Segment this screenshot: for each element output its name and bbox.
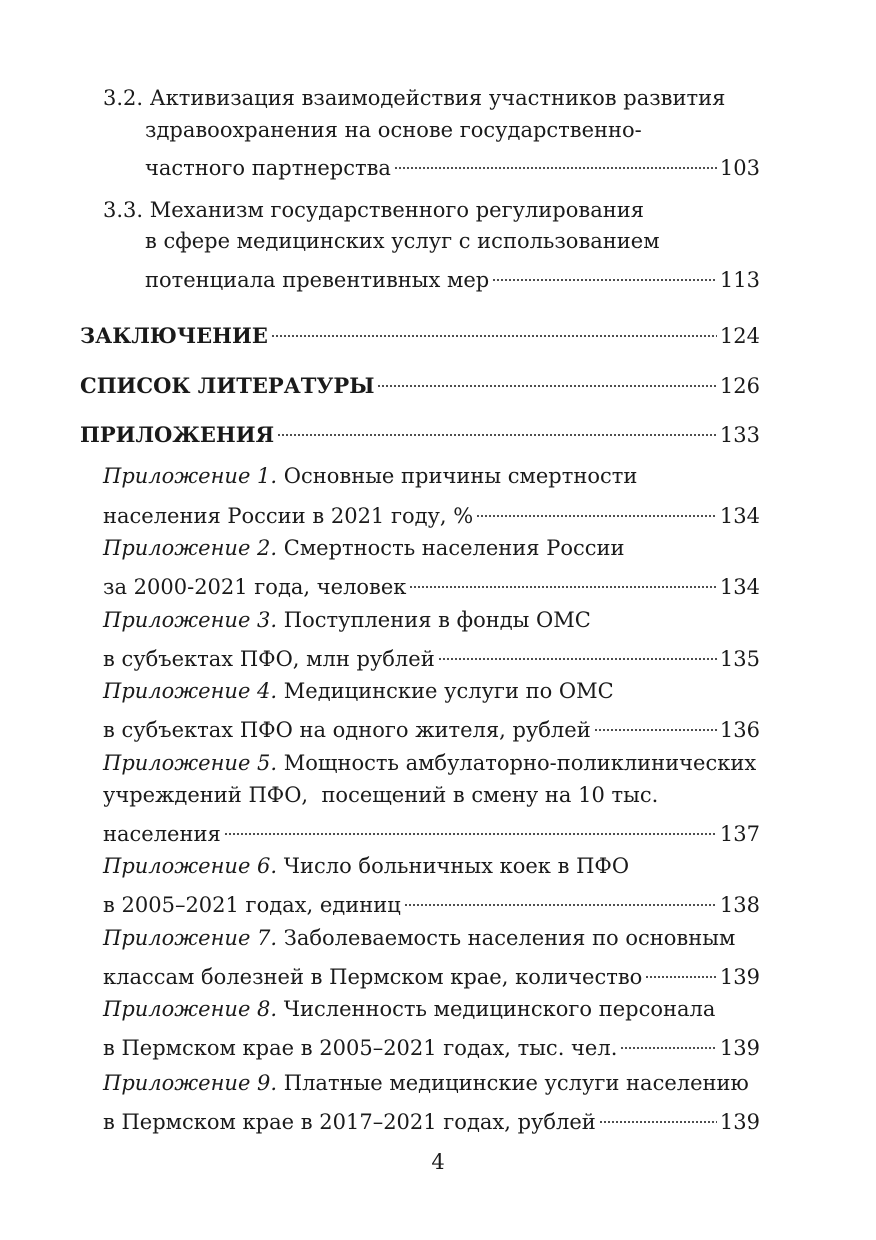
toc-entry-3-3-line2: в сфере медицинских услуг с использованием xyxy=(145,229,660,253)
toc-entry-appendices-page: 133 xyxy=(719,423,760,447)
toc-entry-references[interactable] xyxy=(80,363,760,401)
leader-dots xyxy=(645,954,717,984)
toc-appendix-1-title: Основные причины смертности xyxy=(283,464,638,488)
toc-appendix-7-title: Заболеваемость населения по основным xyxy=(283,926,736,950)
toc-appendix-5-title: Мощность амбулаторно-поликлинических xyxy=(283,751,757,775)
toc-appendix-5-page: 137 xyxy=(719,822,760,846)
toc-appendix-2-line2: за 2000-2021 года, человек xyxy=(103,575,407,599)
toc-appendix-2-title: Смертность населения России xyxy=(283,536,625,560)
toc-appendix-6-page: 138 xyxy=(719,893,760,917)
toc-appendix-7[interactable] xyxy=(103,954,760,992)
toc-appendix-9-title: Платные медицинские услуги населению xyxy=(283,1071,749,1095)
toc-appendix-2-line1 xyxy=(103,533,624,563)
toc-appendix-8-label: Приложение 8. xyxy=(103,997,278,1021)
leader-dots xyxy=(620,1025,717,1055)
toc-appendix-7-line1 xyxy=(103,923,735,953)
toc-appendix-4-line2: в субъектах ПФО на одного жителя, рублей xyxy=(103,718,591,742)
toc-appendix-9-line2: в Пермском крае в 2017–2021 годах, рублей xyxy=(103,1110,596,1134)
toc-entry-appendices-title: ПРИЛОЖЕНИЯ xyxy=(80,422,275,447)
toc-appendix-2[interactable] xyxy=(103,564,760,602)
toc-appendix-6-title: Число больничных коек в ПФО xyxy=(283,854,630,878)
leader-dots xyxy=(476,493,717,523)
toc-entry-references-title: СПИСОК ЛИТЕРАТУРЫ xyxy=(80,373,375,398)
toc-appendix-4-title: Медицинские услуги по ОМС xyxy=(283,679,614,703)
leader-dots xyxy=(409,564,716,594)
toc-entry-3-2-line3: частного партнерства xyxy=(145,156,391,180)
toc-appendix-2-label: Приложение 2. xyxy=(103,536,278,560)
toc-appendix-5-label: Приложение 5. xyxy=(103,751,278,775)
leader-dots xyxy=(594,707,717,737)
leader-dots xyxy=(599,1099,717,1129)
toc-entry-conclusion[interactable] xyxy=(80,313,760,351)
toc-appendix-5-line3: населения xyxy=(103,822,221,846)
toc-appendix-3-label: Приложение 3. xyxy=(103,608,278,632)
toc-appendix-8-line1 xyxy=(103,994,715,1024)
page-number: 4 xyxy=(431,1150,445,1174)
toc-appendix-3-line1 xyxy=(103,605,591,635)
toc-appendix-9[interactable] xyxy=(103,1099,760,1137)
toc-appendix-8-line2: в Пермском крае в 2005–2021 годах, тыс. чел. xyxy=(103,1036,618,1060)
toc-appendix-1-line2: населения России в 2021 году, % xyxy=(103,504,474,528)
toc-appendix-5[interactable] xyxy=(103,811,760,849)
toc-entry-3-3-line1: 3.3. Механизм государственного регулирования xyxy=(103,198,644,222)
leader-dots xyxy=(394,145,717,175)
toc-appendix-5-line1 xyxy=(103,748,756,778)
toc-entry-references-page: 126 xyxy=(719,374,760,398)
leader-dots xyxy=(377,363,716,393)
leader-dots xyxy=(224,811,717,841)
toc-appendix-8[interactable] xyxy=(103,1025,760,1063)
toc-appendix-7-page: 139 xyxy=(719,965,760,989)
toc-entry-3-2[interactable] xyxy=(145,145,760,183)
toc-entry-3-3-page: 113 xyxy=(719,268,760,292)
toc-appendix-9-page: 139 xyxy=(719,1110,760,1134)
leader-dots xyxy=(271,313,717,343)
leader-dots xyxy=(277,412,717,442)
toc-appendix-7-line2: классам болезней в Пермском крае, количество xyxy=(103,965,643,989)
toc-appendix-1-label: Приложение 1. xyxy=(103,464,278,488)
toc-appendix-6-line1 xyxy=(103,851,629,881)
leader-dots xyxy=(404,882,717,912)
toc-appendix-8-title: Численность медицинского персонала xyxy=(283,997,716,1021)
toc-entry-appendices[interactable] xyxy=(80,412,760,450)
leader-dots xyxy=(438,636,717,666)
toc-appendix-6[interactable] xyxy=(103,882,760,920)
toc-appendix-1-page: 134 xyxy=(719,504,760,528)
toc-appendix-3-page: 135 xyxy=(719,647,760,671)
toc-entry-3-3[interactable] xyxy=(145,257,760,295)
toc-appendix-5-line2: учреждений ПФО, посещений в смену на 10 тыс. xyxy=(103,783,659,807)
toc-appendix-4-line1 xyxy=(103,676,614,706)
toc-appendix-9-label: Приложение 9. xyxy=(103,1071,278,1095)
toc-appendix-3-line2: в субъектах ПФО, млн рублей xyxy=(103,647,435,671)
toc-appendix-4-label: Приложение 4. xyxy=(103,679,278,703)
toc-appendix-6-line2: в 2005–2021 годах, единиц xyxy=(103,893,401,917)
toc-appendix-2-page: 134 xyxy=(719,575,760,599)
toc-entry-conclusion-title: ЗАКЛЮЧЕНИЕ xyxy=(80,323,268,348)
toc-appendix-8-page: 139 xyxy=(719,1036,760,1060)
toc-appendix-3[interactable] xyxy=(103,636,760,674)
toc-appendix-3-title: Поступления в фонды ОМС xyxy=(283,608,591,632)
toc-appendix-4-page: 136 xyxy=(719,718,760,742)
toc-appendix-1-line1 xyxy=(103,461,637,491)
toc-appendix-1[interactable] xyxy=(103,493,760,531)
toc-appendix-6-label: Приложение 6. xyxy=(103,854,278,878)
toc-entry-3-2-page: 103 xyxy=(719,156,760,180)
leader-dots xyxy=(492,257,717,287)
toc-entry-3-2-line1: 3.2. Активизация взаимодействия участников развития xyxy=(103,86,726,110)
toc-appendix-7-label: Приложение 7. xyxy=(103,926,278,950)
toc-appendix-4[interactable] xyxy=(103,707,760,745)
toc-entry-conclusion-page: 124 xyxy=(719,324,760,348)
toc-entry-3-3-line3: потенциала превентивных мер xyxy=(145,268,490,292)
toc-appendix-9-line1 xyxy=(103,1068,749,1098)
toc-entry-3-2-line2: здравоохранения на основе государственно- xyxy=(145,118,642,142)
